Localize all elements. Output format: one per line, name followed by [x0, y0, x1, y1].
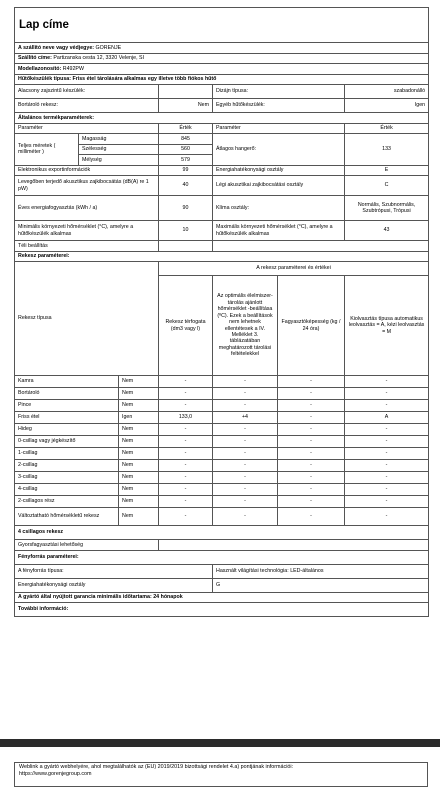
compartment-name: Kamra — [15, 376, 119, 388]
compartment-row — [15, 436, 429, 448]
compartment-defrost: - — [345, 400, 429, 412]
compartment-volume: - — [159, 484, 213, 496]
noise-class-value: C — [345, 176, 429, 196]
compartment-name: Pince — [15, 400, 119, 412]
general-col-value-2: Érték — [345, 123, 429, 134]
compartment-volume: - — [159, 508, 213, 526]
compartment-row — [15, 472, 429, 484]
compartment-volume: - — [159, 472, 213, 484]
height-label: Magasság — [79, 134, 159, 145]
compartment-name: Friss étel — [15, 412, 119, 424]
compartment-present: Nem — [119, 484, 159, 496]
model-row — [15, 64, 429, 75]
compartment-row — [15, 508, 429, 526]
compartment-defrost: - — [345, 460, 429, 472]
compartment-row — [15, 376, 429, 388]
compartment-volume: - — [159, 388, 213, 400]
compartment-freeze: - — [278, 448, 345, 460]
address-value: Partizanska cesta 12, 3320 Velenje, SI — [53, 55, 145, 62]
compartment-defrost: - — [345, 436, 429, 448]
compartment-name: Hideg — [15, 424, 119, 436]
energy-class-label: Energiahatékonysági osztály — [213, 165, 345, 176]
general-col-param: Paraméter — [15, 123, 159, 134]
col-volume-header: Rekesz térfogata (dm3 vagy l) — [159, 276, 213, 376]
height-value: 845 — [159, 134, 213, 145]
general-col-param-2: Paraméter — [213, 123, 345, 134]
fast-freeze-label: Gyorsfagyasztási lehetőség — [15, 540, 159, 551]
low-noise-value — [159, 85, 213, 99]
light-class-value: G — [213, 578, 429, 592]
compartment-defrost: - — [345, 448, 429, 460]
supplier-value: GORENJE — [95, 44, 122, 51]
compartment-name: 4-csillag — [15, 484, 119, 496]
address-label: Szállító címe: — [18, 55, 52, 62]
compartment-volume: 133,0 — [159, 412, 213, 424]
compartment-temp: - — [213, 496, 278, 508]
compartment-row — [15, 388, 429, 400]
supplier-label: A szállító neve vagy védjegye: — [18, 44, 95, 51]
compartment-temp: - — [213, 508, 278, 526]
footer-weblink-url[interactable]: https://www.gorenjegroup.com — [19, 771, 92, 778]
compartment-name: Változtatható hőmérsékletű rekesz — [15, 508, 119, 526]
compartment-name: 3-csillag — [15, 472, 119, 484]
compartment-defrost: - — [345, 496, 429, 508]
compartment-name: 1-csillag — [15, 448, 119, 460]
compartment-freeze: - — [278, 424, 345, 436]
avg-volume-label: Átlagos hangerő: — [213, 134, 345, 166]
compartment-freeze: - — [278, 496, 345, 508]
wine-storage-label: Bortároló rekesz: — [15, 99, 159, 113]
compartment-freeze: - — [278, 436, 345, 448]
footer-table — [14, 762, 428, 787]
product-sheet-table — [14, 7, 429, 617]
col-temp-header: Az optimális élelmiszer-tárolás ajánlott hőmérséklet -beállítása (ºC). Ezek a beállítások nem lehetnek ellentétesek a IV. Melléklet 3. táblázatában meghatározott tárolási feltételekkel — [213, 276, 278, 376]
depth-value: 579 — [159, 155, 213, 166]
compartment-rows — [15, 376, 429, 526]
compartment-temp: - — [213, 376, 278, 388]
compartment-row — [15, 484, 429, 496]
other-appliance-label: Egyéb hűtőkészülék: — [213, 99, 345, 113]
compartment-defrost: - — [345, 508, 429, 526]
compartment-freeze: - — [278, 460, 345, 472]
device-type-row — [15, 74, 429, 85]
general-params-header: Általános termékparaméterek: — [15, 113, 429, 124]
compartment-present: Nem — [119, 496, 159, 508]
winter-setting-empty — [213, 241, 429, 252]
compartment-row — [15, 400, 429, 412]
low-noise-label: Alacsony zajszintű készülék: — [15, 85, 159, 99]
noise-emission-value: 40 — [159, 176, 213, 196]
compartment-temp: - — [213, 388, 278, 400]
compartment-freeze: - — [278, 388, 345, 400]
compartment-present: Nem — [119, 460, 159, 472]
compartment-defrost: - — [345, 424, 429, 436]
supplier-row — [15, 43, 429, 54]
compartment-volume: - — [159, 496, 213, 508]
model-label: Modellazonosító: — [18, 65, 62, 72]
compartment-freeze: - — [278, 472, 345, 484]
device-type-label: Hűtőkészülék típusa: — [18, 76, 71, 83]
page-separator-band — [0, 739, 440, 747]
compartment-volume: - — [159, 376, 213, 388]
compartment-params-values-header: A rekesz paraméterei és értékei — [159, 262, 429, 276]
compartment-temp: - — [213, 484, 278, 496]
compartment-row — [15, 460, 429, 472]
compartment-row — [15, 496, 429, 508]
compartment-defrost: - — [345, 484, 429, 496]
footer-weblink-label: Weblink a gyártó webhelyére, ahol megtalálhatók az (EU) 2019/2019 bizottsági rendelet 4.a) pontjának információi: — [19, 764, 294, 770]
compartment-present: Nem — [119, 448, 159, 460]
compartment-temp: - — [213, 400, 278, 412]
compartment-temp: - — [213, 472, 278, 484]
compartment-present: Nem — [119, 436, 159, 448]
compartment-params-header: Rekesz paraméterei: — [15, 251, 429, 262]
compartment-temp: - — [213, 448, 278, 460]
compartment-row — [15, 424, 429, 436]
design-type-label: Dizájn típusa: — [213, 85, 345, 99]
compartment-temp: - — [213, 424, 278, 436]
compartment-temp: - — [213, 460, 278, 472]
compartment-present: Nem — [119, 388, 159, 400]
page-title: Lap címe — [15, 8, 429, 43]
warranty-value: 24 hónapok — [153, 594, 183, 601]
more-info-label: További információ: — [15, 603, 429, 617]
fast-freeze-value — [159, 540, 429, 551]
design-type-value: szabadonálló — [345, 85, 429, 99]
col-defrost-header: Kiolvasztás típusa automatikus leolvasztás = A, kézi leolvasztás = M — [345, 276, 429, 376]
warranty-label: A gyártó által nyújtott garancia minimális időtartama: — [18, 594, 152, 601]
compartment-defrost: - — [345, 388, 429, 400]
light-type-label: A fényforrás típusa: — [15, 564, 213, 578]
compartment-freeze: - — [278, 400, 345, 412]
max-ambient-temp-label: Maximális környezeti hőmérséklet (°C), amelyre a hűtőkészülék alkalmas — [213, 221, 345, 241]
compartment-volume: - — [159, 400, 213, 412]
light-class-label: Energiahatékonysági osztály — [15, 578, 213, 592]
compartment-name: 2-csillag — [15, 460, 119, 472]
compartment-present: Nem — [119, 400, 159, 412]
compartment-row — [15, 448, 429, 460]
winter-setting-value — [159, 241, 213, 252]
light-type-value: Használt világítási technológia: LED-általános — [213, 564, 429, 578]
compartment-volume: - — [159, 448, 213, 460]
model-value: R492PW — [62, 65, 84, 72]
eprel-label: Elektronikus exportinformációk — [15, 165, 159, 176]
min-ambient-temp-label: Minimális környezeti hőmérséklet (°C), amelyre a hűtőkészülék alkalmas — [15, 221, 159, 241]
noise-emission-label: Levegőben terjedő akusztikus zajkibocsátás (dB(A) re 1 pW) — [15, 176, 159, 196]
light-source-header: Fényforrás paraméterei: — [15, 550, 429, 564]
annual-energy-label: Éves energiafogyasztás (kWh / a) — [15, 196, 159, 221]
compartment-defrost: - — [345, 472, 429, 484]
depth-label: Mélység — [79, 155, 159, 166]
compartment-present: Nem — [119, 424, 159, 436]
annual-energy-value: 90 — [159, 196, 213, 221]
compartment-temp: - — [213, 436, 278, 448]
compartment-temp: +4 — [213, 412, 278, 424]
compartment-volume: - — [159, 436, 213, 448]
climate-class-value: Normális, Szubnormális, Szubtrópusi, Trópusi — [345, 196, 429, 221]
compartment-volume: - — [159, 460, 213, 472]
noise-class-label: Légi akusztikai zajkibocsátási osztály — [213, 176, 345, 196]
product-information-sheet — [14, 7, 428, 617]
width-value: 560 — [159, 144, 213, 155]
compartment-volume: - — [159, 424, 213, 436]
address-row — [15, 53, 429, 64]
wine-storage-value: Nem — [159, 99, 213, 113]
warranty-row — [15, 592, 429, 603]
winter-setting-label: Téli beállítás — [15, 241, 159, 252]
compartment-present: Nem — [119, 472, 159, 484]
compartment-freeze: - — [278, 484, 345, 496]
compartment-defrost: - — [345, 376, 429, 388]
compartment-freeze: - — [278, 508, 345, 526]
compartment-freeze: - — [278, 412, 345, 424]
compartment-defrost: A — [345, 412, 429, 424]
climate-class-label: Klíma osztály: — [213, 196, 345, 221]
compartment-name: 0-csillag vagy jégkészítő — [15, 436, 119, 448]
compartment-row — [15, 412, 429, 424]
general-col-value: Érték — [159, 123, 213, 134]
max-ambient-temp-value: 43 — [345, 221, 429, 241]
footer-cell — [15, 763, 428, 787]
width-label: Szélesség — [79, 144, 159, 155]
footer-box — [14, 762, 428, 787]
col-freeze-header: Fagyasztóképesség (kg / 24 óra) — [278, 276, 345, 376]
compartment-name: 2-csillagos rész — [15, 496, 119, 508]
eprel-value: 99 — [159, 165, 213, 176]
dimensions-label: Teljes méretek ( milliméter ) — [15, 134, 79, 166]
compartment-type-label: Rekesz típusa — [15, 262, 159, 376]
other-appliance-value: Igen — [345, 99, 429, 113]
energy-class-value: E — [345, 165, 429, 176]
avg-volume-value: 133 — [345, 134, 429, 166]
min-ambient-temp-value: 10 — [159, 221, 213, 241]
four-star-header: 4 csillagos rekesz — [15, 526, 429, 540]
compartment-present: Igen — [119, 412, 159, 424]
compartment-name: Bortároló — [15, 388, 119, 400]
compartment-freeze: - — [278, 376, 345, 388]
compartment-present: Nem — [119, 376, 159, 388]
compartment-present: Nem — [119, 508, 159, 526]
device-type-value: Friss étel tárolására alkalmas egy illetve több fiókos hűtő — [72, 76, 217, 83]
